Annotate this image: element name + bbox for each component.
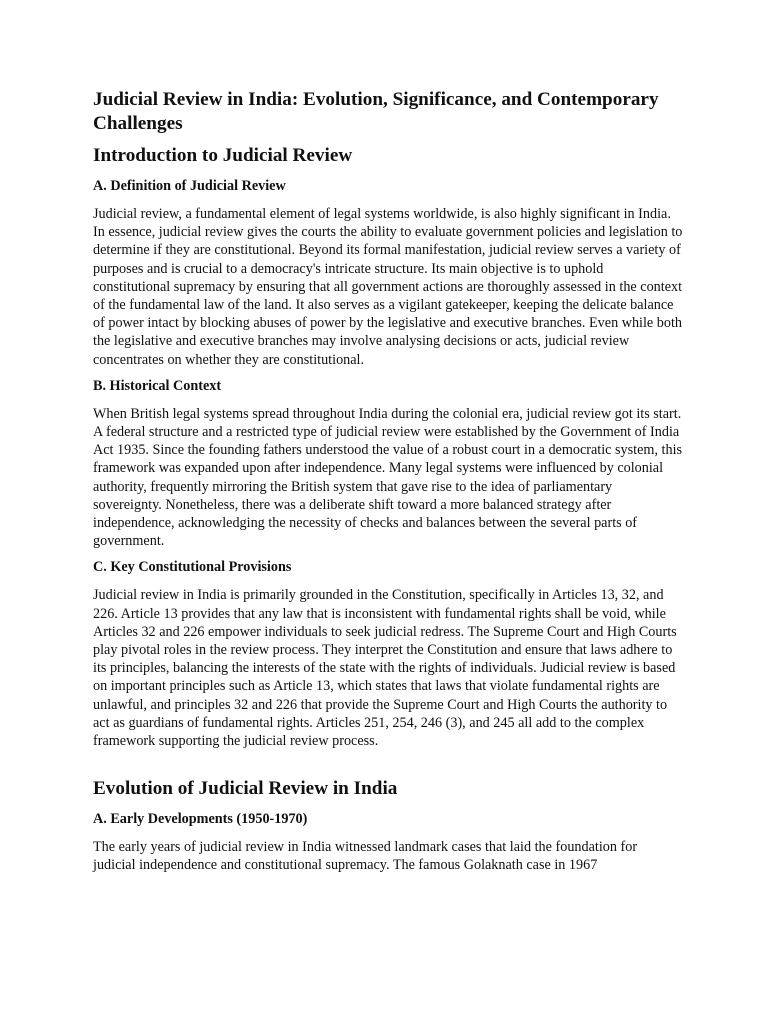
subsection-heading-historical-context: B. Historical Context bbox=[93, 377, 222, 394]
section-heading-evolution: Evolution of Judicial Review in India bbox=[93, 778, 398, 800]
paragraph-historical-context: When British legal systems spread throughout India during the colonial era, judicial review got its start. A federal structure and a restricted type of judicial review were established by the Government of India Act 1935. Since the founding fathers understood the value of a robust court in a democratic system, this framework was expanded upon after independence. Many legal systems were influenced by colonial authority, frequently mirroring the British system that gave rise to the idea of parliamentary sovereignty. Nonetheless, there was a deliberate shift toward a more balanced strategy after independence, acknowledging the necessity of checks and balances between the several parts of government. bbox=[93, 405, 683, 550]
paragraph-definition: Judicial review, a fundamental element of legal systems worldwide, is also highly significant in India. In essence, judicial review gives the courts the ability to evaluate government policies and legislation to determine if they are constitutional. Beyond its formal manifestation, judicial review serves a variety of purposes and is crucial to a democracy's intricate structure. Its main objective is to uphold constitutional supremacy by ensuring that all government actions are thoroughly assessed in the context of the fundamental law of the land. It also serves as a vigilant gatekeeper, keeping the delicate balance of power intact by blocking abuses of power by the legislative and executive branches. Even while both the legislative and executive branches may involve analysing decisions or acts, judicial review concentrates on whether they are constitutional. bbox=[93, 206, 683, 368]
subsection-heading-constitutional-provisions: C. Key Constitutional Provisions bbox=[93, 559, 292, 576]
paragraph-early-developments: The early years of judicial review in India witnessed landmark cases that laid the foundation for judicial independence and constitutional supremacy. The famous Golaknath case in 1967 bbox=[93, 839, 638, 874]
document-page bbox=[93, 88, 683, 883]
paragraph-constitutional-provisions: Judicial review in India is primarily grounded in the Constitution, specifically in Articles 13, 32, and 226. Article 13 provides that any law that is inconsistent with fundamental rights shall be void, while Articles 32 and 226 empower individuals to seek judicial redress. The Supreme Court and High Courts play pivotal roles in the review process. They interpret the Constitution and ensure that laws adhere to its principles, balancing the interests of the state with the rights of individuals. Judicial review is based on important principles such as Article 13, which states that laws that violate fundamental rights are unlawful, and principles 32 and 226 that provide the Supreme Court and High Courts the authority to act as guardians of fundamental rights. Articles 251, 254, 246 (3), and 245 all add to the complex framework supporting the judicial review process. bbox=[93, 587, 677, 750]
document-title: Judicial Review in India: Evolution, Significance, and Contemporary Challenges bbox=[93, 89, 659, 134]
subsection-heading-early-developments: A. Early Developments (1950-1970) bbox=[93, 811, 308, 828]
subsection-heading-definition: A. Definition of Judicial Review bbox=[93, 178, 286, 194]
section-heading-introduction: Introduction to Judicial Review bbox=[93, 145, 353, 166]
